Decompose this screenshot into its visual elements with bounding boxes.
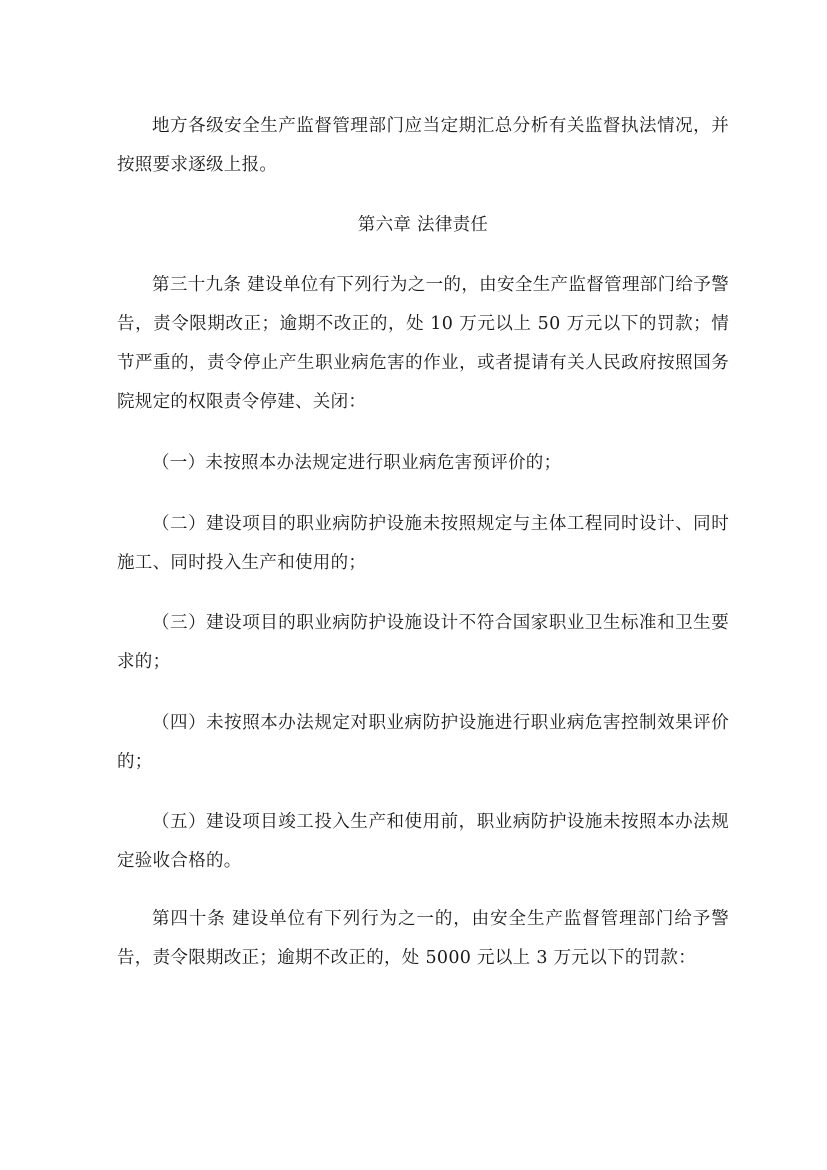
- article-39-item-1: （一）未按照本办法规定进行职业病危害预评价的；: [152, 453, 562, 473]
- article-39-item-5: （五）建设项目竣工投入生产和使用前，职业病防护设施未按照本办法规定验收合格的。: [117, 812, 729, 871]
- article-39-item-2: （二）建设项目的职业病防护设施未按照规定与主体工程同时设计、同时施工、同时投入生产和使用的；: [117, 514, 729, 573]
- paragraph-supervision-report: 地方各级安全生产监督管理部门应当定期汇总分析有关监督执法情况，并按照要求逐级上报。: [117, 116, 729, 175]
- article-39: 第三十九条 建设单位有下列行为之一的，由安全生产监督管理部门给予警告，责令限期改正；逾期不改正的，处 10 万元以上 50 万元以下的罚款；情节严重的，责令停止产生职业病危害的作业，或者提请有关人民政府按照国务院规定的权限责令停建、关闭：: [117, 275, 729, 412]
- article-39-item-3: （三）建设项目的职业病防护设施设计不符合国家职业卫生标准和卫生要求的；: [117, 613, 729, 672]
- article-40: 第四十条 建设单位有下列行为之一的，由安全生产监督管理部门给予警告，责令限期改正；逾期不改正的，处 5000 元以上 3 万元以下的罚款：: [117, 909, 729, 968]
- chapter-heading: 第六章 法律责任: [357, 215, 489, 235]
- article-39-item-4: （四）未按照本办法规定对职业病防护设施进行职业病危害控制效果评价的；: [117, 713, 729, 772]
